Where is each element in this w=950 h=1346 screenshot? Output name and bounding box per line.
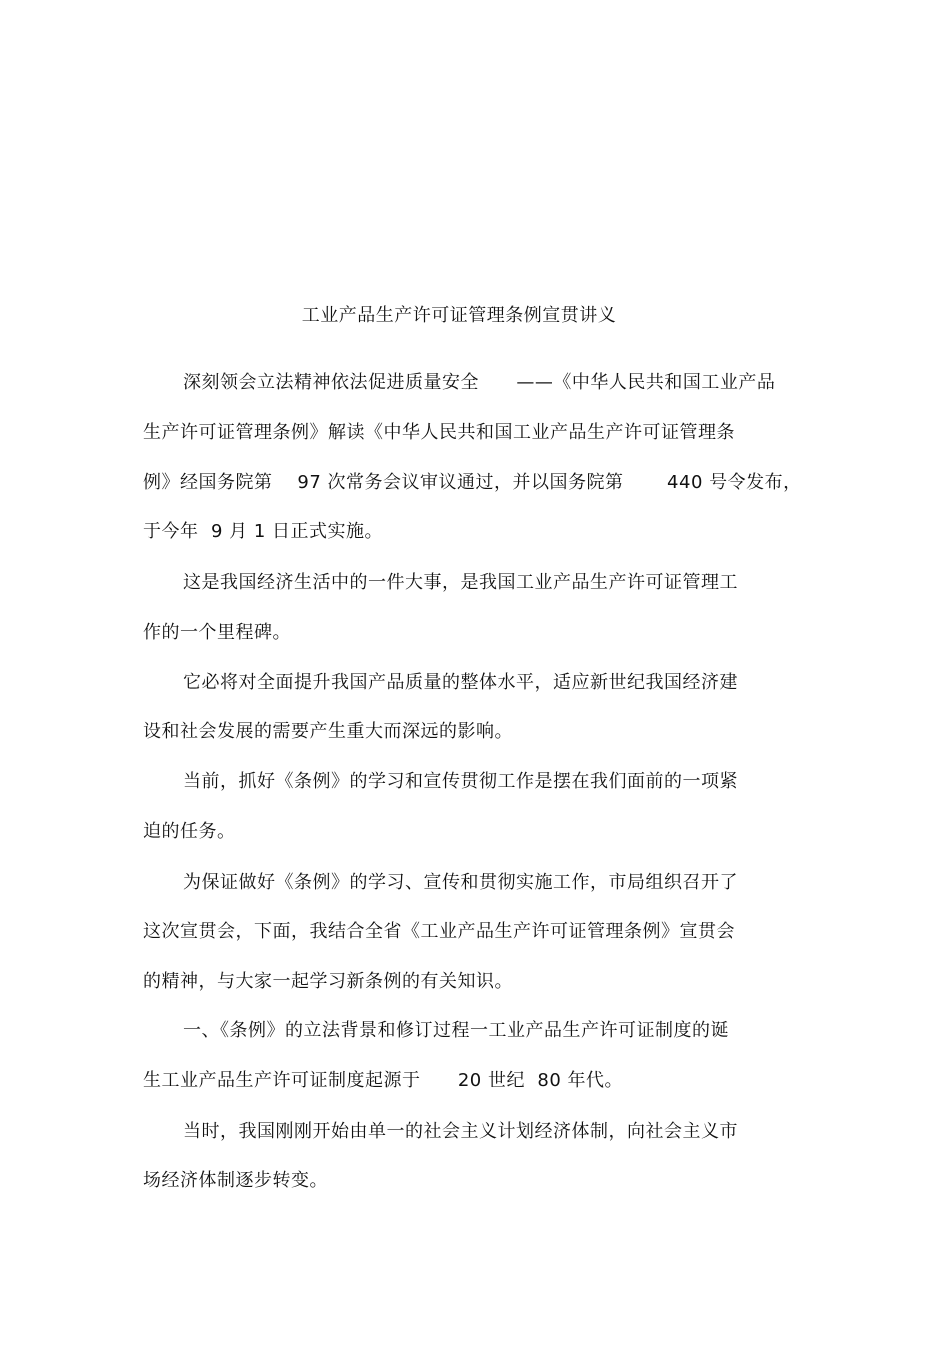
paragraph-line: 它必将对全面提升我国产品质量的整体水平，适应新世纪我国经济建 — [183, 672, 738, 693]
paragraph-line: 为保证做好《条例》的学习、宣传和贯彻实施工作，市局组织召开了 — [183, 872, 738, 893]
paragraph-line: 于今年 9 月 1 日正式实施。 — [143, 521, 384, 542]
paragraph-line: 当前，抓好《条例》的学习和宣传贯彻工作是摆在我们面前的一项紧 — [183, 771, 738, 792]
paragraph-line: 例》经国务院第 97 次常务会议审议通过，并以国务院第 440 号令发布， — [143, 472, 802, 493]
paragraph-line: 生产许可证管理条例》解读《中华人民共和国工业产品生产许可证管理条 — [143, 422, 735, 443]
paragraph-line: 当时，我国刚刚开始由单一的社会主义计划经济体制，向社会主义市 — [183, 1121, 738, 1142]
paragraph-line: 迫的任务。 — [143, 821, 236, 842]
paragraph-line: 这次宣贯会，下面，我结合全省《工业产品生产许可证管理条例》宣贯会 — [143, 921, 735, 942]
paragraph-line: 作的一个里程碑。 — [143, 622, 291, 643]
paragraph-line: 这是我国经济生活中的一件大事，是我国工业产品生产许可证管理工 — [183, 572, 738, 593]
document-title: 工业产品生产许可证管理条例宣贯讲义 — [301, 305, 617, 326]
paragraph-line: 场经济体制逐步转变。 — [143, 1170, 328, 1191]
paragraph-line: 设和社会发展的需要产生重大而深远的影响。 — [143, 721, 513, 742]
paragraph-line: 生工业产品生产许可证制度起源于 20 世纪 80 年代。 — [143, 1070, 624, 1091]
paragraph-line: 的精神，与大家一起学习新条例的有关知识。 — [143, 971, 513, 992]
paragraph-line: 一、《条例》的立法背景和修订过程一工业产品生产许可证制度的诞 — [183, 1020, 729, 1041]
paragraph-line: 深刻领会立法精神依法促进质量安全 ——《中华人民共和国工业产品 — [183, 372, 776, 393]
